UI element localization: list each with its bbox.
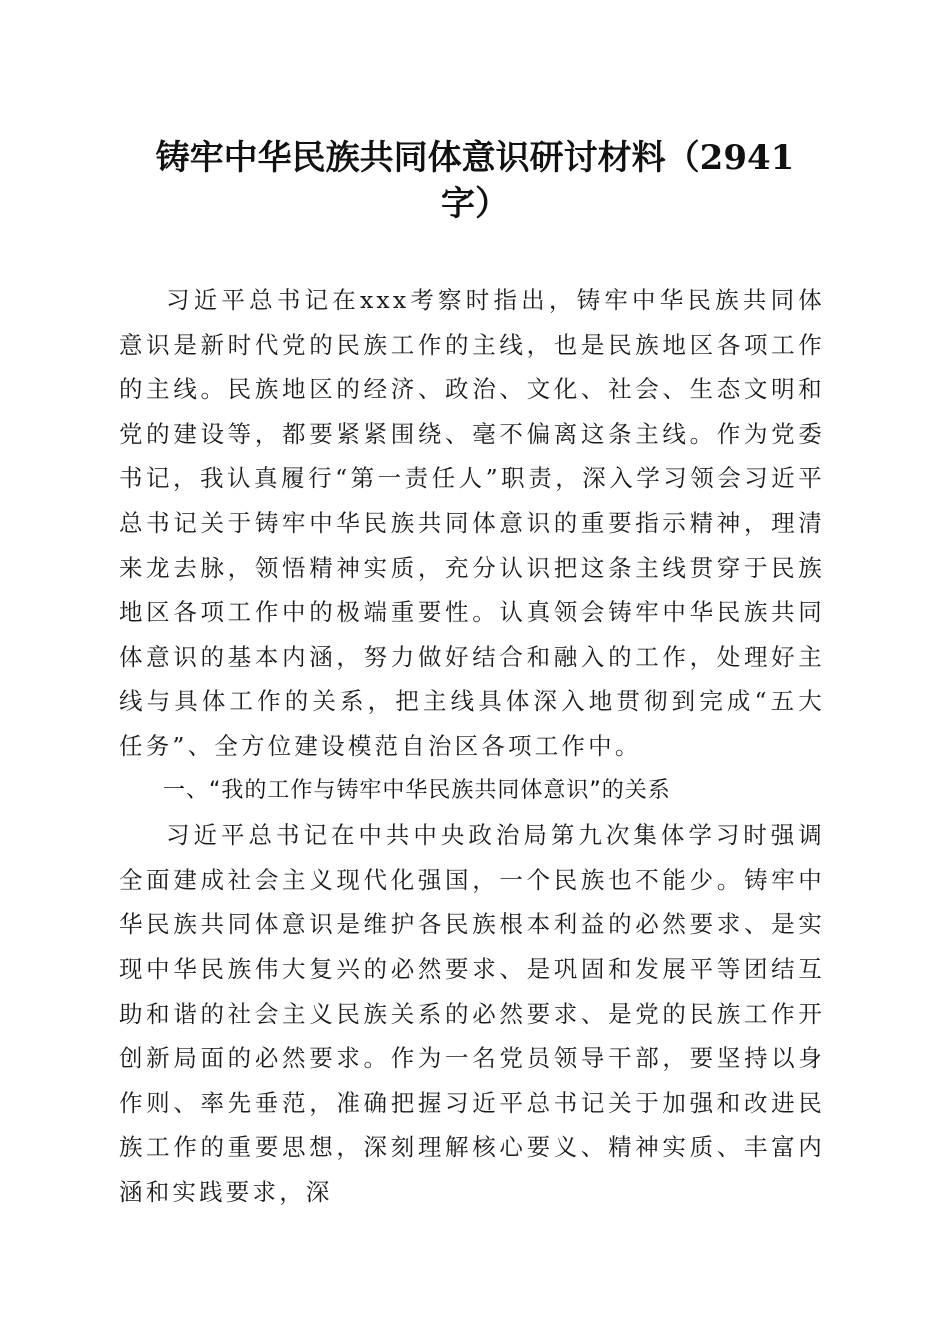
- section-1-paragraph: 习近平总书记在中共中央政治局第九次集体学习时强调全面建成社会主义现代化强国，一个民族也不能少。铸牢中华民族共同体意识是维护各民族根本利益的必然要求、是实现中华民族伟大复兴的必然要求、是巩固和发展平等团结互助和谐的社会主义民族关系的必然要求、是党的民族工作开创新局面的必然要求。作为一名党员领导干部，要坚持以身作则、率先垂范，准确把握习近平总书记关于加强和改进民族工作的重要思想，深刻理解核心要义、精神实质、丰富内涵和实践要求，深: [119, 821, 825, 1206]
- intro-paragraph: 习近平总书记在xxx考察时指出，铸牢中华民族共同体意识是新时代党的民族工作的主线，也是民族地区各项工作的主线。民族地区的经济、政治、文化、社会、生态文明和党的建设等，都要紧紧围绕、毫不偏离这条主线。作为党委书记，我认真履行“第一责任人”职责，深入学习领会习近平总书记关于铸牢中华民族共同体意识的重要指示精神，理清来龙去脉，领悟精神实质，充分认识把这条主线贯穿于民族地区各项工作中的极端重要性。认真领会铸牢中华民族共同体意识的基本内涵，努力做好结合和融入的工作，处理好主线与具体工作的关系，把主线具体深入地贯彻到完成“五大任务”、全方位建设模范自治区各项工作中。: [119, 286, 825, 760]
- document-body: [119, 278, 825, 1214]
- section-heading-1: 一、“我的工作与铸牢中华民族共同体意识”的关系: [163, 777, 671, 803]
- document-title: 铸牢中华民族共同体意识研讨材料（2941字）: [155, 138, 795, 224]
